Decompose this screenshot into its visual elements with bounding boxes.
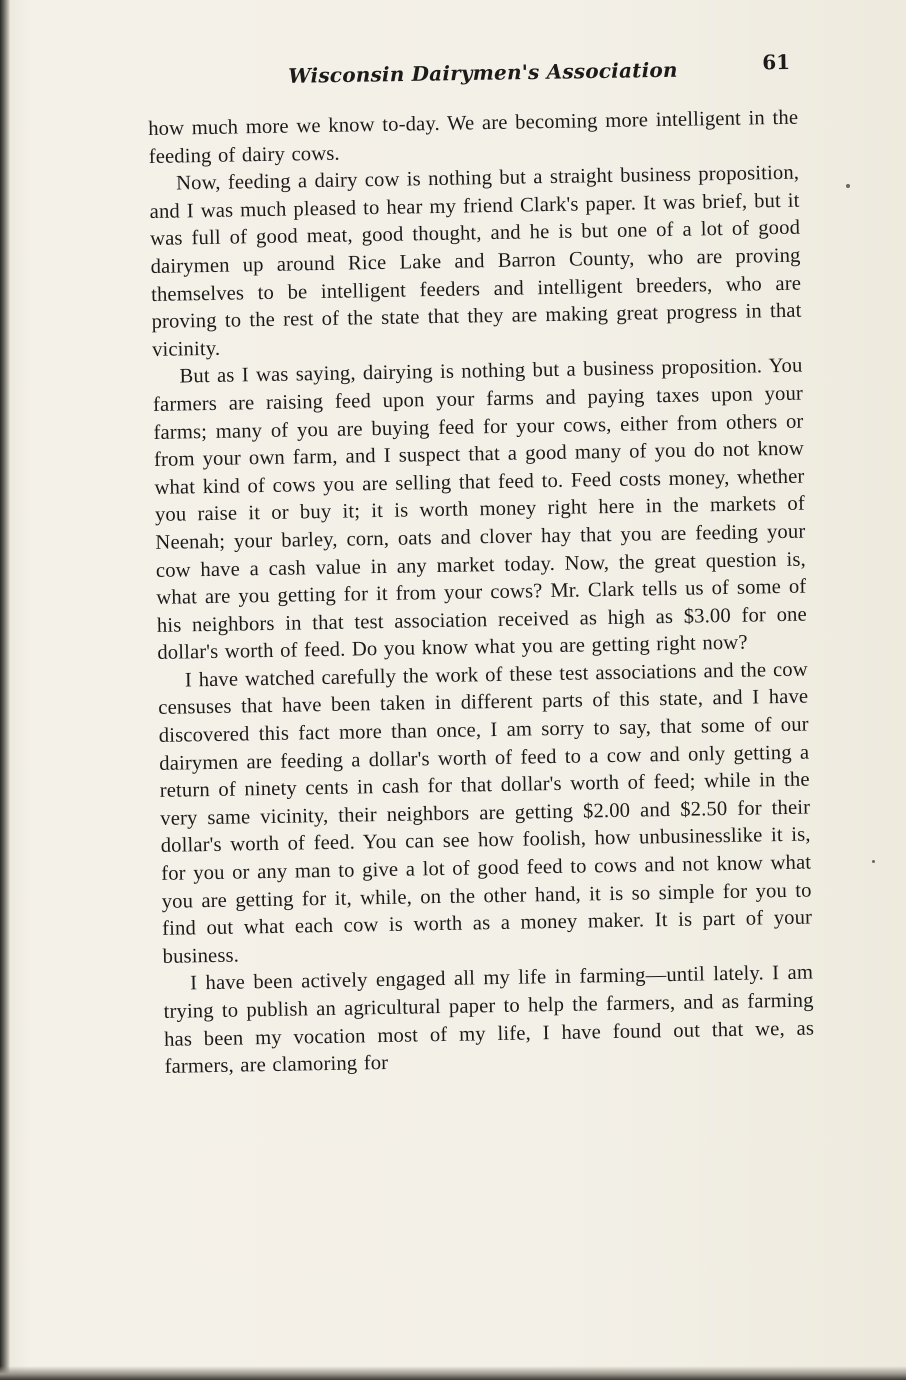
paragraph-1: how much more we know to-day. We are becoming more intelligent in the feeding of dairy cows. xyxy=(148,106,799,168)
page-binding-edge xyxy=(0,0,10,1380)
paragraph-5: I have been actively engaged all my life in farming—until lately. I am trying to publish an agricultural paper to help the farmers, and as farming has been my vocation most of my life, I have found out that we, as farmers, are clamoring for xyxy=(163,961,815,1079)
paragraph-3: But as I was saying, dairying is nothing but a business proposition. You farmers are raising feed upon your farms and paying taxes upon your farms; many of you are buying feed for your cows, either from others or from your own farm, and I suspect that a good many of you do not know what kind of cows you are selling that feed to. Feed costs money, whether you raise it or buy it; it is worth money right here in the markets of Neenah; your barley, corn, oats and clover hay that you are feeding your cow have a cash value in any market today. Now, the great question is, what are you getting for it from your cows? Mr. Clark tells us of some of his neighbors in that test association received as high as $3.00 for one dollar's worth of feed. Do you know what you are getting right now? xyxy=(152,354,807,665)
paragraph-2: Now, feeding a dairy cow is nothing but a straight business proposition, and I was much pleased to hear my friend Clark's paper. It was brief, but it was full of good meat, good thought, and he is but one of a lot of good dairymen up around Rice Lake and Barron County, who are proving themselves to be intelligent feeders and intelligent breeders, who are proving to the rest of the state that they are making great progress in that vicinity. xyxy=(149,161,802,361)
page-number: 61 xyxy=(762,49,791,75)
ink-speck xyxy=(846,184,850,188)
body-text xyxy=(148,105,815,1082)
ink-speck xyxy=(872,860,875,863)
paragraph-4: I have watched carefully the work of these test associations and the cow censuses that have been taken in different parts of this state, and I have discovered this fact more than once, I am sorry to say, that some of our dairymen are feeding a dollar's worth of feed to a cow and only getting a return of ninety cents in cash for that dollar's worth of feed; while in the very same vicinity, their neighbors are getting $2.00 and $2.50 for their dollar's worth of feed. You can see how foolish, how unbusinesslike it is, for you or any man to give a lot of good feed to cows and not know what you are getting for it, while, on the other hand, it is so simple for you to find out what each cow is worth as a money maker. It is part of your business. xyxy=(158,658,813,968)
page-bottom-edge xyxy=(0,1366,906,1380)
running-head: Wisconsin Dairymen's Association xyxy=(288,57,678,88)
page-header xyxy=(150,50,791,100)
